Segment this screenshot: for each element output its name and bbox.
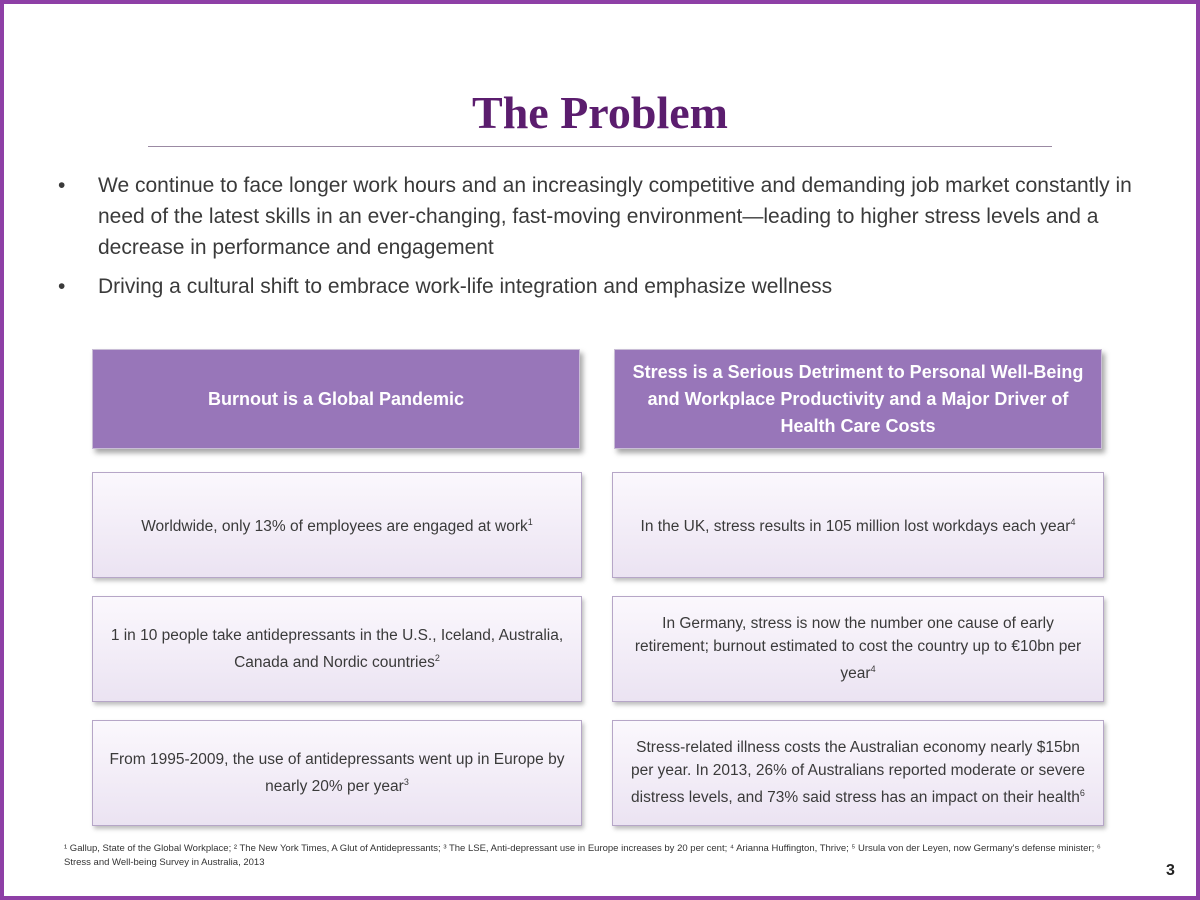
right-cell [612,720,1104,826]
bullet-text: We continue to face longer work hours and an increasingly competitive and demanding job market constantly in need of the latest skills in an ever-changing, fast-moving environment—leading to higher stress levels and a decrease in performance and engagement [98,174,1132,259]
right-column-header [614,349,1102,449]
bullet-list [58,170,1138,310]
footnote: ¹ Gallup, State of the Global Workplace; ² The New York Times, A Glut of Antidepressants; ³ The LSE, Anti-depressant use in Europe increases by 20 per cent; ⁴ Arianna Huffington, Thrive; ⁵ Ursula von der Leyen, now Germany's defense minister; ⁶ Stress and Well-being Survey in Australia, 2013 [64,843,1101,868]
cell-text: Stress-related illness costs the Australian economy nearly $15bn per year. In 2013, 26% of Australians reported moderate or severe distress levels, and 73% said stress has an impact on their health$^6$ [630,739,1086,807]
left-header-text: Burnout is a Global Pandemic [207,388,465,409]
title-divider [148,146,1052,147]
bullet-item [58,170,1138,263]
slide-title: The Problem [472,87,728,138]
cell-text: 1 in 10 people take antidepressants in the U.S., Iceland, Australia, Canada and Nordic countries$^2$ [110,626,564,672]
bullet-glyph: • [58,275,66,298]
left-cell [92,472,582,578]
cell-text: Worldwide, only 13% of employees are engaged at work$^1$ [141,517,533,536]
cell-text: In the UK, stress results in 105 million lost workdays each year$^4$ [640,517,1076,536]
bullet-text: Driving a cultural shift to embrace work-life integration and emphasize wellness [98,275,833,298]
right-header-text: Stress is a Serious Detriment to Personal Well-Being and Workplace Productivity and a Major Driver of Health Care Costs [632,361,1084,436]
left-column-header [92,349,580,449]
bullet-glyph: • [58,174,66,197]
right-cell [612,472,1104,578]
left-cell [92,596,582,702]
cell-text: In Germany, stress is now the number one cause of early retirement; burnout estimated to cost the country up to €10bn per year$^4$ [634,615,1082,683]
bullet-item [58,271,1138,302]
right-cell [612,596,1104,702]
left-cell [92,720,582,826]
cell-text: From 1995-2009, the use of antidepressants went up in Europe by nearly 20% per year$^3$ [109,750,565,796]
page-number: 3 [1166,862,1175,879]
